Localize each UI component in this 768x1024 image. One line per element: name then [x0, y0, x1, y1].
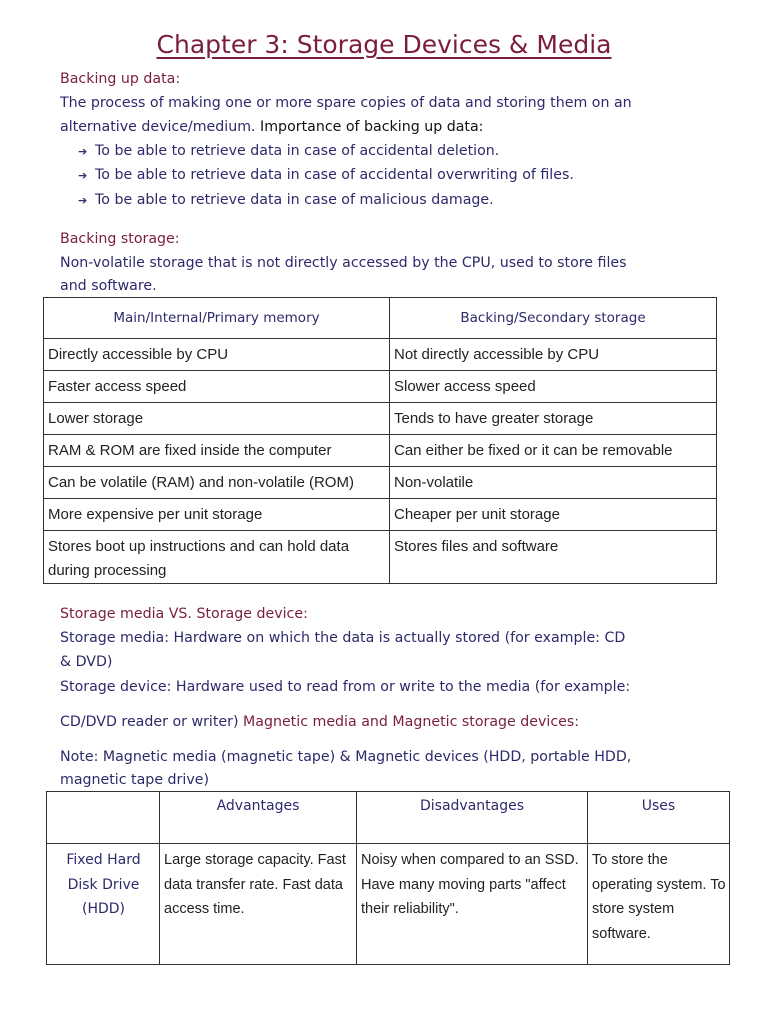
row-header: Fixed Hard Disk Drive (HDD)	[47, 844, 160, 965]
storage-device-line2	[60, 710, 579, 734]
table-row	[44, 371, 717, 403]
bullet-text: To be able to retrieve data in case of accidental overwriting of files.	[95, 167, 574, 183]
table-row	[44, 339, 717, 371]
table-cell: More expensive per unit storage	[44, 499, 390, 531]
storage-device-line1: Storage device: Hardware used to read from or write to the media (for example:	[60, 679, 631, 695]
memory-comparison-table	[43, 297, 717, 584]
backing-storage-heading: Backing storage:	[60, 231, 180, 247]
table-cell: Cheaper per unit storage	[390, 499, 717, 531]
table-cell: Not directly accessible by CPU	[390, 339, 717, 371]
storage-media-line2: & DVD)	[60, 654, 113, 670]
backing-storage-line2: and software.	[60, 278, 157, 294]
table-cell: Large storage capacity. Fast data transfer rate. Fast data access time.	[160, 844, 357, 965]
table-cell: Stores files and software	[390, 531, 717, 584]
magnetic-heading: Magnetic media and Magnetic storage devices:	[238, 714, 580, 730]
backup-heading: Backing up data:	[60, 71, 181, 87]
table-header-row	[47, 792, 730, 844]
table-cell: Stores boot up instructions and can hold data during processing	[44, 531, 390, 584]
hdd-table	[46, 791, 730, 965]
table-cell: Can be volatile (RAM) and non-volatile (ROM)	[44, 467, 390, 499]
arrow-icon: ➔	[78, 194, 88, 207]
arrow-icon: ➔	[78, 169, 88, 182]
table-cell: To store the operating system. To store system software.	[588, 844, 730, 965]
note-line1: Note: Magnetic media (magnetic tape) & Magnetic devices (HDD, portable HDD,	[60, 749, 632, 765]
table-row	[44, 403, 717, 435]
table-header-row	[44, 298, 717, 339]
media-device-heading: Storage media VS. Storage device:	[60, 606, 308, 622]
table-cell: Tends to have greater storage	[390, 403, 717, 435]
bullet-item	[78, 139, 499, 164]
table-cell: RAM & ROM are fixed inside the computer	[44, 435, 390, 467]
bullet-item	[78, 188, 494, 213]
table-row	[44, 531, 717, 584]
note-line2: magnetic tape drive)	[60, 772, 209, 788]
backup-definition-line1: The process of making one or more spare copies of data and storing them on an	[60, 95, 632, 111]
bullet-text: To be able to retrieve data in case of malicious damage.	[95, 192, 494, 208]
backup-definition-end: alternative device/medium.	[60, 119, 256, 135]
table-row	[44, 499, 717, 531]
column-header: Disadvantages	[357, 792, 588, 844]
table-cell: Noisy when compared to an SSD. Have many moving parts "affect their reliability".	[357, 844, 588, 965]
table-cell: Non-volatile	[390, 467, 717, 499]
table-cell: Can either be fixed or it can be removable	[390, 435, 717, 467]
bullet-item	[78, 163, 574, 188]
table-row	[47, 844, 730, 965]
backup-importance-label: Importance of backing up data:	[255, 119, 484, 135]
table-cell: Slower access speed	[390, 371, 717, 403]
table-cell: Directly accessible by CPU	[44, 339, 390, 371]
column-header	[47, 792, 160, 844]
table-row	[44, 435, 717, 467]
bullet-text: To be able to retrieve data in case of accidental deletion.	[95, 143, 500, 159]
column-header: Main/Internal/Primary memory	[44, 298, 390, 339]
backing-storage-line1: Non-volatile storage that is not directly accessed by the CPU, used to store files	[60, 255, 627, 271]
table-cell: Faster access speed	[44, 371, 390, 403]
column-header: Uses	[588, 792, 730, 844]
table-row	[44, 467, 717, 499]
column-header: Backing/Secondary storage	[390, 298, 717, 339]
page-title: Chapter 3: Storage Devices & Media	[156, 30, 612, 59]
table-cell: Lower storage	[44, 403, 390, 435]
storage-device-example: CD/DVD reader or writer)	[60, 714, 239, 730]
storage-media-line1: Storage media: Hardware on which the data is actually stored (for example: CD	[60, 630, 626, 646]
arrow-icon: ➔	[78, 145, 88, 158]
column-header: Advantages	[160, 792, 357, 844]
backup-definition-line2	[60, 115, 483, 139]
